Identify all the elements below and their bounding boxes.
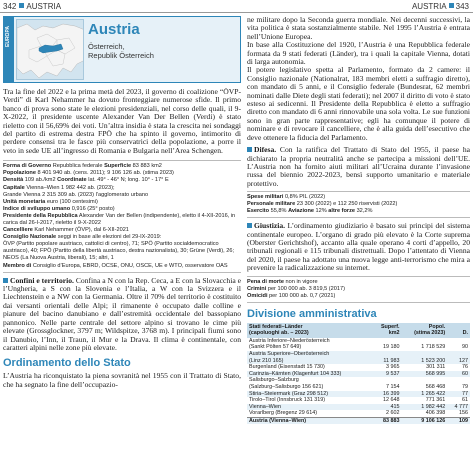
fact-label: Indice di sviluppo umano — [3, 205, 71, 212]
table-cell: 60 — [447, 371, 470, 378]
table-cell: 301 311 — [426, 364, 446, 371]
fact-value: 8 401 940 ab. (cens. 2011); 9 106 126 ab. (stima 2023) — [35, 170, 174, 177]
confini-text: Confina a N con la Rep. Ceca, a E con la Slovacchia e l’Ungheria, a S con la Slovenia e l’Italia, a W con la Svizzera e il Liechtenstein e a NW con la Germania. Oltre il 70% del territorio è costituito dai versanti orientali delle Alpi; il rimanente è occupato dalle colline e pianure del bacino danubiano e dall’estremità occidentale del bassopiano pannonico. Nelle parte centrale del settore alpino si trovano le cime più elevate (Grossglockner, 3797 m; Wildspitze, 3768 m). I principali fiumi sono il Danubio, l’Inn, il Traun, il Mur e la Drava. Il clima è continentale, con caratteri alpini nelle zone più elevate. — [3, 275, 241, 352]
table-cell: 1 265 422 — [402, 391, 448, 398]
table-cell: Austria Superiore–Oberösterreich — [247, 351, 372, 358]
table-cell: 4 777 — [447, 404, 470, 411]
table-cell: Stiria–Steiermark (Graz 298 512) — [247, 391, 372, 398]
right-page-number: 343 — [455, 2, 469, 11]
fact-label: Capitale — [3, 184, 25, 191]
giustizia-text: L’ordinamento giudiziario è basato sui principi del sistema continentale europeo. L’organo di grado più elevato è la Corte suprema (Oberster Gerichtshof), accanto alla quale operano 4 corti d’appello, 20 tribunali regionali e 115 tribunali distrettuali. Dopo l’attentato di Vienna del 2020, il paese ha adottato una nuova legge anti-terrorismo che mira a prevenire la radicalizzazione su internet. — [247, 221, 470, 273]
table-cell — [372, 351, 401, 358]
fact-value: 0,8% PIL (2022) — [283, 194, 326, 201]
confini-paragraph — [3, 277, 241, 353]
fact-value: Alexander Van der Bellen (indipendente), eletto il 4-XII-2016, in carica dal 26-I-2017, rieletto il 9-X-2022 — [3, 212, 236, 226]
intro-paragraph: Tra la fine del 2022 e la prima metà del 2023, il governo di coalizione “ÖVP-Verdi” di Karl Nehammer ha dovuto fronteggiare numerose sfide. Il primo banco di prova sono state le elezioni presidenziali, nel corso delle quali, il 9-X-2022, il presidente uscente Alexander Van Der Bellen (Verdi) è stato rieletto con il 56,69% dei voti. Un’altra insidia è stata la crescita nei sondaggi del partito di estrema destra FPÖ che ha spinto il governo, intimorito di perdere consensi tra le fasce più conservatrici della popolazione, a porre il veto in sede UE all’ingresso di Romania e Bulgaria nell’Area Schengen. — [3, 87, 241, 155]
fact-line — [3, 177, 241, 184]
powers-paragraph: Il potere legislativo spetta al Parlamento, formato da 2 camere: il Consiglio nazionale (Nationalrat, 183 membri eletti a suffragio diretto), con mandato di 5 anni, e il Consiglio federale (Bundesrat, 62 membri nominati dalle Diete degli stati federati); nel 2007 il diritto di voto è stato esteso ai sedicenni. Il Presidente della Repubblica è eletto a suffragio diretto con mandato di 6 anni rinnovabile una sola volta. Le sue funzioni sono in gran parte rappresentative; egli ha comunque il potere di nominare e di revocare il cancelliere, che è alla guida dell’esecutivo che deve ottenere la fiducia del Parlamento. — [247, 65, 470, 142]
table-cell: (Salzburg–Salisburgo 156 621) — [249, 383, 324, 390]
table-cell: 109 — [447, 417, 470, 424]
fact-value: 0,916 (25° posto) — [70, 205, 115, 212]
ordinamento-heading: Ordinamento dello Stato — [3, 357, 131, 370]
continent-tab: EUROPA — [4, 17, 14, 82]
right-running-head — [412, 2, 469, 11]
table-cell: 19 180 — [383, 344, 400, 351]
table-cell — [402, 351, 448, 358]
fact-value: lat. 49° - 46° N; long. 10° - 17° E — [86, 177, 169, 184]
table-cell — [447, 351, 470, 358]
table-cell: Burgenland (Eisenstadt 15 730) — [249, 364, 325, 371]
table-row — [247, 351, 470, 358]
table-cell: 1 982 442 — [402, 404, 448, 411]
fact-line — [3, 241, 241, 262]
fact-value: 109 ab./km2 — [23, 177, 58, 184]
fact-line — [3, 206, 241, 213]
table-cell: 771 361 — [425, 397, 446, 404]
right-column — [247, 16, 470, 424]
table-cell: Tirolo–Tirol (Innsbruck 131 319) — [249, 397, 325, 404]
giustizia-stats — [247, 276, 470, 303]
fact-value: 32,2% — [355, 208, 373, 215]
fact-line — [247, 194, 470, 201]
giustizia-title: Giustizia. — [254, 221, 286, 231]
fact-line — [247, 208, 470, 215]
continuation-paragraph: ne militare dopo la Seconda guerra mondiale. Nei decenni successivi, la vita politica è stata sostanzialmente stabile. Nel 1995 l’Austria è entrata nell’Unione Europea. — [247, 15, 470, 41]
fact-label: Aviazione — [288, 208, 314, 215]
column-header: Stati federati–Länder (capoluoghi ab. – 2023) — [247, 323, 372, 338]
giustizia-paragraph — [247, 222, 470, 272]
fact-line — [247, 293, 470, 300]
table-row — [247, 384, 470, 391]
column-header: Popol. (stima 2023) — [402, 323, 448, 338]
square-bullet-icon — [3, 278, 8, 283]
table-cell: Carinzia–Kärnten (Klagenfurt 104 333) — [247, 371, 372, 378]
admin-heading: Divisione amministrativa — [247, 307, 377, 320]
table-row — [247, 358, 470, 365]
table-cell: 156 — [447, 410, 470, 417]
table-cell: (Linz 210 165) — [247, 358, 372, 365]
table-row — [247, 410, 470, 417]
table-row — [247, 391, 470, 398]
fact-value: per 100 000 ab. 0,7 (2021) — [267, 292, 336, 299]
ordinamento-paragraph: L’Austria ha riconquistato la piena sovranità nel 1955 con il Trattato di Stato, che ha segnato la fine dell’occupazio- — [3, 371, 241, 389]
fact-value: Consiglio d’Europa, EBRD, OCSE, ONU, OSCE, UE e WTO, osservatore OAS — [31, 262, 228, 269]
fact-label: Consiglio Nazionale — [3, 234, 57, 241]
table-cell: 9 106 126 — [402, 417, 448, 424]
left-page-number: 342 — [3, 2, 17, 11]
fact-line — [3, 213, 241, 227]
fact-label: Popolazione — [3, 170, 36, 177]
fact-label: Presidente della Repubblica — [3, 212, 78, 219]
square-bullet-icon — [247, 223, 252, 228]
table-cell — [402, 377, 448, 384]
table-cell: 1 523 200 — [402, 358, 448, 365]
fact-label: Crimini — [247, 285, 267, 292]
confini-title: Confini e territorio. — [10, 275, 74, 285]
fact-value: 55,8% — [269, 208, 289, 215]
difesa-text: Con la ratifica del Trattato di Stato del 1955, il paese ha dichiarato la propria neutralità anche se partecipa a missioni dell’UE. L’Austria non ha fornito aiuti militari all’Ucraina durante l’invasione russa del biennio 2022-2023, bensì supporto umanitario e materiale protettivo. — [247, 145, 470, 188]
left-column — [3, 16, 241, 389]
square-bullet-icon — [19, 3, 24, 8]
fact-label: Membro di — [3, 262, 32, 269]
difesa-paragraph — [247, 146, 470, 188]
fact-line — [3, 263, 241, 270]
fact-line — [3, 227, 241, 234]
table-row — [247, 417, 470, 424]
fact-line — [3, 199, 241, 206]
fact-value: Vienna–Wien 1 982 442 ab. (2023); — [24, 184, 115, 191]
table-cell: Austria (Vienna–Wien) — [247, 417, 372, 424]
fact-value: 12% — [313, 208, 329, 215]
table-cell — [447, 338, 470, 345]
europe-map-icon — [17, 20, 84, 80]
fact-label: Unità monetaria — [3, 198, 46, 205]
table-row — [247, 377, 470, 384]
fact-line — [3, 170, 241, 177]
column-header: D. — [447, 323, 470, 338]
table-cell: 9 537 — [372, 371, 401, 378]
fact-label: Cancelliere — [3, 227, 33, 234]
table-cell: 2 602 — [372, 410, 401, 417]
fact-value: Repubblica federale — [51, 163, 105, 170]
table-cell: 83 883 — [372, 417, 401, 424]
fact-value: Karl Nehammer (ÖVP), dal 6-XII-2021 — [32, 227, 129, 234]
fact-line — [3, 163, 241, 170]
table-cell: Austria Inferiore–Niederösterreich — [249, 337, 330, 344]
admin-division-table — [247, 323, 470, 425]
official-name-line: Republik Österreich — [88, 51, 154, 60]
page-header — [0, 0, 473, 13]
left-section-title: AUSTRIA — [26, 2, 62, 11]
fact-line — [3, 185, 241, 192]
fact-label: Omicidi — [247, 292, 268, 299]
country-box — [3, 16, 241, 83]
constitution-paragraph: In base alla Costituzione del 1920, l’Austria è una Repubblica federale formata da 9 stati federati (Länder), tra i quali la capitale Vienna, dotati di larga autonomia. — [247, 40, 470, 67]
table-cell: 16 399 — [372, 391, 401, 398]
table-cell: 406 398 — [402, 410, 448, 417]
table-cell — [402, 338, 448, 345]
official-name-line: Österreich, — [88, 42, 125, 51]
table-cell: (Sankt Pölten 57 649) — [249, 344, 302, 351]
table-cell: 1 718 529 — [421, 344, 446, 351]
column-header: Superf. km2 — [372, 323, 401, 338]
fact-label: Pena di morte — [247, 278, 284, 285]
table-cell — [372, 338, 401, 345]
table-row — [247, 404, 470, 411]
table-cell: 11 983 — [372, 358, 401, 365]
table-cell — [447, 377, 470, 384]
fact-value: ÖVP (Partito popolare austriaco, cattolici di centro), 71; SPÖ (Partito socialdemocratico austriaco), 40; FPÖ (Partito della libertà austriaco, destra nazionalista), 30; Grüne (Verdi), 26; NEOS (La Nuova Austria, liberali), 15; altri, 1 — [3, 241, 235, 262]
table-cell: 79 — [462, 383, 468, 390]
table-cell: 7 154 — [386, 383, 400, 390]
table-cell: Vorarlberg (Bregenz 29 614) — [247, 410, 372, 417]
table-cell: 61 — [462, 397, 468, 404]
table-cell: 12 648 — [383, 397, 400, 404]
fact-value: per 100 000 ab. 3 819,5 (2017) — [266, 285, 345, 292]
fact-line — [247, 286, 470, 293]
table-row — [247, 364, 470, 371]
fact-label: Spese militari — [247, 194, 284, 201]
fact-label: Forma di Governo — [3, 163, 52, 170]
fact-label: Esercito — [247, 208, 270, 215]
table-cell: 3 965 — [386, 364, 400, 371]
table-cell: Salisburgo–Salzburg — [249, 377, 299, 384]
fact-value: non in vigore — [284, 278, 318, 285]
fact-value: Grande Vienna 2 315 309 ab. (2023) l’agglomerato urbano — [3, 191, 149, 198]
fact-value: seggi in base alle elezioni del 29-IX-2019: — [56, 234, 162, 241]
country-official-name — [88, 42, 154, 60]
square-bullet-icon — [247, 147, 252, 152]
fact-line — [247, 201, 470, 208]
fact-label: altre forze — [328, 208, 356, 215]
fact-value: 83 883 km2 — [131, 163, 162, 170]
table-cell — [372, 377, 401, 384]
table-row — [247, 397, 470, 404]
fact-sheet — [3, 160, 241, 272]
locator-map — [16, 19, 84, 80]
table-cell: 76 — [462, 364, 468, 371]
table-header-row — [247, 323, 470, 338]
table-cell: 77 — [447, 391, 470, 398]
left-running-head — [3, 2, 61, 11]
fact-label: Densità — [3, 177, 24, 184]
fact-value: euro (100 centesimi) — [45, 198, 98, 205]
fact-label: Personale militare — [247, 201, 296, 208]
square-bullet-icon — [449, 3, 454, 8]
table-cell: 568 468 — [425, 383, 446, 390]
table-row — [247, 371, 470, 378]
table-cell: 415 — [372, 404, 401, 411]
fact-line — [247, 279, 470, 286]
table-cell: Vienna–Wien — [247, 404, 372, 411]
table-cell: 127 — [447, 358, 470, 365]
table-body — [247, 338, 470, 425]
header-rule — [0, 12, 473, 13]
fact-line — [3, 192, 241, 199]
difesa-stats — [247, 191, 470, 218]
table-cell: 568 995 — [402, 371, 448, 378]
fact-value: 23 300 (2022) e 112 250 riservisti (2022) — [295, 201, 398, 208]
country-name: Austria — [88, 21, 140, 38]
table-row — [247, 338, 470, 345]
difesa-title: Difesa. — [254, 145, 277, 155]
table-row — [247, 344, 470, 351]
fact-label: Superficie — [104, 163, 132, 170]
right-section-title: AUSTRIA — [411, 2, 447, 11]
table-cell: 90 — [462, 344, 468, 351]
fact-label: Coordinate — [57, 177, 87, 184]
